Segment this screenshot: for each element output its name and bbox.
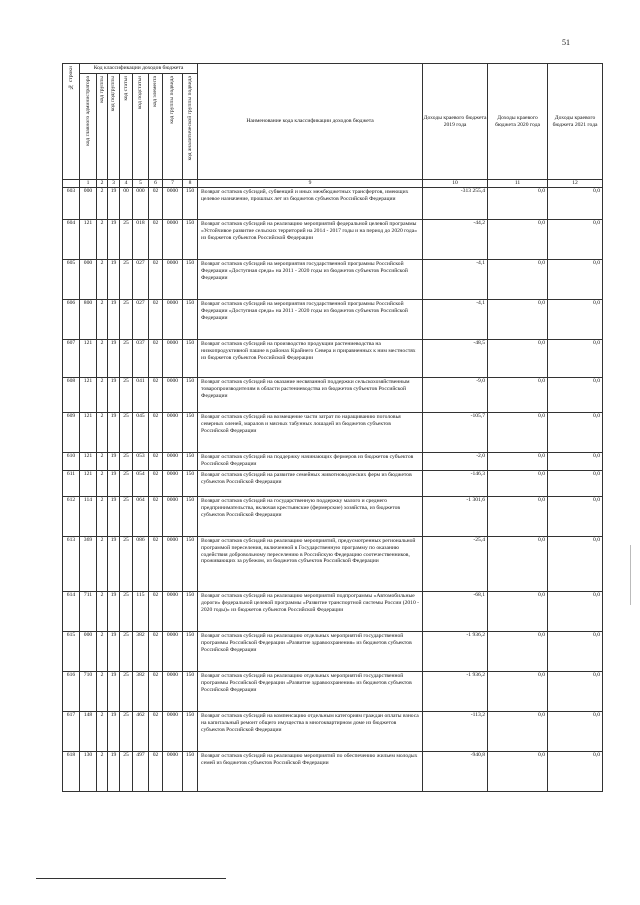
code-group: 2 [97,260,108,300]
table-row [63,471,603,497]
column-number: 1 [80,180,97,188]
code-admin: 000 [80,188,97,220]
column-number: 4 [120,180,133,188]
column-number: 9 [198,180,423,188]
row-number: 603 [63,188,80,220]
revenue-2020: 0,0 [488,340,548,378]
code-article: 25 [120,300,133,340]
revenue-2021: 0,0 [548,712,603,752]
code-group: 2 [97,672,108,712]
revenue-2021: 0,0 [548,413,603,453]
code-article: 25 [120,752,133,792]
code-subarticle: 045 [133,413,149,453]
code-admin: 369 [80,537,97,592]
column-number-row [63,180,603,188]
revenue-2019: -44,2 [423,220,488,260]
revenue-classification-table [62,63,603,792]
name-header: Наименование кода классификации доходов бюджета [198,64,423,180]
row-name: Возврат остатков субсидий на производство продукции растениеводства на низкопродуктивной пашне в районах Крайнего Севера и приравненных к ним местностях из бюджетов субъектов Российской Федерации [198,340,423,378]
code-element: 02 [149,340,163,378]
code-group: 2 [97,300,108,340]
code-subgroup: 19 [108,497,120,537]
code-group: 2 [97,340,108,378]
revenue-2020: 0,0 [488,537,548,592]
table-row [63,712,603,752]
code-admin: 121 [80,340,97,378]
code-group: 2 [97,632,108,672]
code-analytic-group: 150 [183,453,198,471]
code-subtype-group: 0000 [163,378,183,413]
code-group: 2 [97,537,108,592]
code-subtype-group: 0000 [163,497,183,537]
code-subgroup: 19 [108,340,120,378]
row-number: 618 [63,752,80,792]
code-subarticle: 041 [133,378,149,413]
code-subarticle: 000 [133,188,149,220]
code-subarticle: 053 [133,453,149,471]
code-admin: 710 [80,672,97,712]
code-header: код статьи [120,74,133,180]
row-number: 606 [63,300,80,340]
code-element: 02 [149,471,163,497]
row-number: 607 [63,340,80,378]
footer-rule [36,878,226,879]
row-name: Возврат остатков субсидий на оказание несвязанной поддержки сельскохозяйственным товаропроизводителям в области растениеводства из бюджетов субъектов Российской Федерации [198,378,423,413]
code-analytic-group: 150 [183,300,198,340]
row-number: 614 [63,592,80,632]
row-number: 610 [63,453,80,471]
code-admin: 711 [80,592,97,632]
code-group: 2 [97,453,108,471]
code-subgroup: 19 [108,188,120,220]
code-analytic-group: 150 [183,672,198,712]
code-analytic-group: 150 [183,220,198,260]
column-number: 7 [163,180,183,188]
code-subarticle: 086 [133,537,149,592]
code-header: код аналитической группы подвида [183,74,198,180]
code-header: код элемента [149,74,163,180]
column-number: 2 [97,180,108,188]
row-name: Возврат остатков субсидий на реализацию отдельных мероприятий государственной программы Российской Федерации «Развитие здравоохранения» из бюджетов субъектов Российской Федерации [198,672,423,712]
code-element: 02 [149,672,163,712]
code-subgroup: 19 [108,300,120,340]
revenue-2020: 0,0 [488,592,548,632]
table-row [63,453,603,471]
code-element: 02 [149,752,163,792]
row-name: Возврат остатков субсидий на возмещение части затрат по наращиванию поголовья северных оленей, маралов и мясных табунных лошадей из бюджетов субъектов Российской Федерации [198,413,423,453]
column-number: 8 [183,180,198,188]
revenue-2019: -2,0 [423,453,488,471]
revenue-2019: -105,7 [423,413,488,453]
code-article: 25 [120,471,133,497]
revenue-2019: -4,1 [423,260,488,300]
row-number: 615 [63,632,80,672]
code-subtype-group: 0000 [163,413,183,453]
code-subarticle: 382 [133,632,149,672]
code-subarticle: 027 [133,300,149,340]
revenue-2019: -1 301,6 [423,497,488,537]
revenue-2019: -940,8 [423,752,488,792]
code-element: 02 [149,497,163,537]
code-group: 2 [97,752,108,792]
table-row [63,188,603,220]
revenue-2019: -9,0 [423,378,488,413]
code-subtype-group: 0000 [163,752,183,792]
code-admin: 121 [80,413,97,453]
code-element: 02 [149,378,163,413]
code-element: 02 [149,592,163,632]
code-subarticle: 462 [133,712,149,752]
row-name: Возврат остатков субсидий на реализацию мероприятий, предусмотренных региональной программой переселения, включенной в Государственную программу по оказанию содействия добровольному переселению в Российскую Федерацию соотечественников, проживающих за рубежом, из бюджетов субъектов Российской Федерации [198,537,423,592]
code-subarticle: 497 [133,752,149,792]
code-analytic-group: 150 [183,188,198,220]
code-group: 2 [97,712,108,752]
code-admin: 121 [80,220,97,260]
code-analytic-group: 150 [183,632,198,672]
code-group: 2 [97,497,108,537]
column-number: 12 [548,180,603,188]
code-analytic-group: 150 [183,471,198,497]
revenue-2020: 0,0 [488,672,548,712]
row-name: Возврат остатков субсидий на мероприятия государственной программы Российской Федерации «Доступная среда» на 2011 - 2020 годы из бюджетов субъектов Российской Федерации [198,300,423,340]
page-number: 51 [562,38,570,47]
row-name: Возврат остатков субсидий на развитие семейных животноводческих ферм из бюджетов субъектов Российской Федерации [198,471,423,497]
code-group: 2 [97,378,108,413]
code-article: 25 [120,712,133,752]
row-name: Возврат остатков субсидий, субвенций и иных межбюджетных трансфертов, имеющих целевое назначение, прошлых лет из бюджетов субъектов Российской Федерации [198,188,423,220]
revenue-2021: 0,0 [548,672,603,712]
code-article: 25 [120,340,133,378]
code-article: 25 [120,672,133,712]
revenue-2020: 0,0 [488,220,548,260]
revenue-2020: 0,0 [488,260,548,300]
code-subgroup: 19 [108,537,120,592]
code-subtype-group: 0000 [163,300,183,340]
revenue-2020: 0,0 [488,413,548,453]
code-group: 2 [97,413,108,453]
revenue-2019: -113,2 [423,712,488,752]
revenue-2020: 0,0 [488,497,548,537]
code-subgroup: 19 [108,712,120,752]
revenue-2021: 0,0 [548,497,603,537]
code-element: 02 [149,453,163,471]
code-subtype-group: 0000 [163,260,183,300]
revenue-2019: -313 255,4 [423,188,488,220]
revenue-2021: 0,0 [548,592,603,632]
row-name: Возврат остатков субсидий на реализацию мероприятий по обеспечению жильем молодых семей из бюджетов субъектов Российской Федерации [198,752,423,792]
code-admin: 148 [80,712,97,752]
table-row [63,413,603,453]
code-analytic-group: 150 [183,537,198,592]
code-analytic-group: 150 [183,378,198,413]
table-row [63,592,603,632]
column-number: 5 [133,180,149,188]
code-analytic-group: 150 [183,413,198,453]
code-article: 25 [120,497,133,537]
code-article: 25 [120,632,133,672]
table-row [63,537,603,592]
revenue-2021: 0,0 [548,188,603,220]
revenue-2021: 0,0 [548,752,603,792]
revenue-2019: -146,3 [423,471,488,497]
code-subtype-group: 0000 [163,537,183,592]
table-row [63,300,603,340]
code-admin: 800 [80,300,97,340]
column-number: 6 [149,180,163,188]
revenue-2020: 0,0 [488,471,548,497]
code-article: 25 [120,378,133,413]
code-subtype-group: 0000 [163,220,183,260]
row-number: 604 [63,220,80,260]
code-element: 02 [149,413,163,453]
code-analytic-group: 150 [183,752,198,792]
classification-group-header: Код классификации доходов бюджета [80,64,198,74]
table-row [63,497,603,537]
code-admin: 000 [80,632,97,672]
code-admin: 000 [80,260,97,300]
revenue-2020: 0,0 [488,300,548,340]
row-number: 617 [63,712,80,752]
code-article: 25 [120,220,133,260]
revenue-2019: -1 936,2 [423,672,488,712]
code-analytic-group: 150 [183,497,198,537]
row-number: 609 [63,413,80,453]
row-name: Возврат остатков субсидий на поддержку начинающих фермеров из бюджетов субъектов Российской Федерации [198,453,423,471]
revenue-2021: 0,0 [548,378,603,413]
code-analytic-group: 150 [183,340,198,378]
code-article: 25 [120,260,133,300]
row-name: Возврат остатков субсидий на реализацию мероприятий подпрограммы «Автомобильные дороги» федеральной целевой программы «Развитие транспортной системы России (2010 - 2020 годы)» из бюджетов субъектов Российской Федерации [198,592,423,632]
table-row [63,672,603,712]
code-admin: 121 [80,453,97,471]
code-subtype-group: 0000 [163,632,183,672]
code-subarticle: 054 [133,471,149,497]
code-admin: 121 [80,471,97,497]
code-subtype-group: 0000 [163,188,183,220]
revenue-2020: 0,0 [488,378,548,413]
code-subgroup: 19 [108,260,120,300]
code-analytic-group: 150 [183,260,198,300]
code-subarticle: 115 [133,592,149,632]
code-article: 25 [120,453,133,471]
code-group: 2 [97,471,108,497]
code-article: 25 [120,537,133,592]
code-admin: 114 [80,497,97,537]
code-group: 2 [97,188,108,220]
code-subgroup: 19 [108,471,120,497]
code-subgroup: 19 [108,220,120,260]
revenue-2019: -48,5 [423,340,488,378]
code-subgroup: 19 [108,413,120,453]
code-header: код группы [97,74,108,180]
revenue-2020: 0,0 [488,453,548,471]
revenue-2020-header: Доходы краевого бюджета 2020 года [488,64,548,180]
code-subgroup: 19 [108,672,120,712]
row-number: 613 [63,537,80,592]
code-admin: 121 [80,378,97,413]
table-row [63,260,603,300]
row-name: Возврат остатков субсидий на государственную поддержку малого и среднего предпринимательства, включая крестьянские (фермерские) хозяйства, из бюджетов субъектов Российской Федерации [198,497,423,537]
column-number: 10 [423,180,488,188]
code-subgroup: 19 [108,453,120,471]
revenue-2019-header: Доходы краевого бюджета 2019 года [423,64,488,180]
scan-mark [630,545,631,605]
column-number: 3 [108,180,120,188]
revenue-2021: 0,0 [548,340,603,378]
revenue-2020: 0,0 [488,752,548,792]
code-header: код главного администратора [80,74,97,180]
code-article: 00 [120,188,133,220]
revenue-2020: 0,0 [488,188,548,220]
code-analytic-group: 150 [183,592,198,632]
code-subtype-group: 0000 [163,453,183,471]
code-article: 25 [120,592,133,632]
table-row [63,752,603,792]
row-name: Возврат остатков субсидий на компенсацию отдельным категориям граждан оплаты взноса на капитальный ремонт общего имущества в многоквартирном доме из бюджетов субъектов Российской Федерации [198,712,423,752]
revenue-2019: -1 936,2 [423,632,488,672]
revenue-2019: -4,1 [423,300,488,340]
code-article: 25 [120,413,133,453]
code-subarticle: 382 [133,672,149,712]
code-element: 02 [149,300,163,340]
code-subtype-group: 0000 [163,672,183,712]
row-number-header: № строки [63,64,80,180]
row-name: Возврат остатков субсидий на мероприятия государственной программы Российской Федерации «Доступная среда» на 2011 - 2020 годы из бюджетов субъектов Российской Федерации [198,260,423,300]
code-subgroup: 19 [108,632,120,672]
code-subgroup: 19 [108,752,120,792]
code-subarticle: 027 [133,260,149,300]
code-admin: 130 [80,752,97,792]
column-number: 11 [488,180,548,188]
code-element: 02 [149,188,163,220]
row-name: Возврат остатков субсидий на реализацию мероприятий федеральной целевой программы «Устойчивое развитие сельских территорий на 2014 - 2017 годы и на период до 2020 года» из бюджетов субъектов Российской Федерации [198,220,423,260]
code-analytic-group: 150 [183,712,198,752]
code-element: 02 [149,537,163,592]
revenue-2021: 0,0 [548,453,603,471]
revenue-2021: 0,0 [548,220,603,260]
code-element: 02 [149,632,163,672]
row-number: 611 [63,471,80,497]
code-subarticle: 064 [133,497,149,537]
code-group: 2 [97,220,108,260]
code-subtype-group: 0000 [163,340,183,378]
row-number: 608 [63,378,80,413]
row-number: 605 [63,260,80,300]
table-row [63,340,603,378]
code-subgroup: 19 [108,378,120,413]
revenue-2019: -68,1 [423,592,488,632]
code-header: код подгруппы [108,74,120,180]
revenue-2021-header: Доходы краевого бюджета 2021 года [548,64,603,180]
code-subgroup: 19 [108,592,120,632]
code-subtype-group: 0000 [163,712,183,752]
table-row [63,220,603,260]
code-group: 2 [97,592,108,632]
column-number [63,180,80,188]
code-header: код группы подвида [163,74,183,180]
revenue-2021: 0,0 [548,632,603,672]
code-subarticle: 018 [133,220,149,260]
table-row [63,632,603,672]
table-row [63,378,603,413]
row-number: 612 [63,497,80,537]
revenue-2021: 0,0 [548,537,603,592]
revenue-2020: 0,0 [488,712,548,752]
code-element: 02 [149,712,163,752]
revenue-2021: 0,0 [548,260,603,300]
revenue-2021: 0,0 [548,300,603,340]
code-subtype-group: 0000 [163,592,183,632]
code-element: 02 [149,220,163,260]
code-subtype-group: 0000 [163,471,183,497]
code-header: код подстатьи [133,74,149,180]
row-name: Возврат остатков субсидий на реализацию отдельных мероприятий государственной программы Российской Федерации «Развитие здравоохранения» из бюджетов субъектов Российской Федерации [198,632,423,672]
revenue-2021: 0,0 [548,471,603,497]
code-element: 02 [149,260,163,300]
revenue-2019: -25,4 [423,537,488,592]
revenue-2020: 0,0 [488,632,548,672]
code-subarticle: 037 [133,340,149,378]
row-number: 616 [63,672,80,712]
